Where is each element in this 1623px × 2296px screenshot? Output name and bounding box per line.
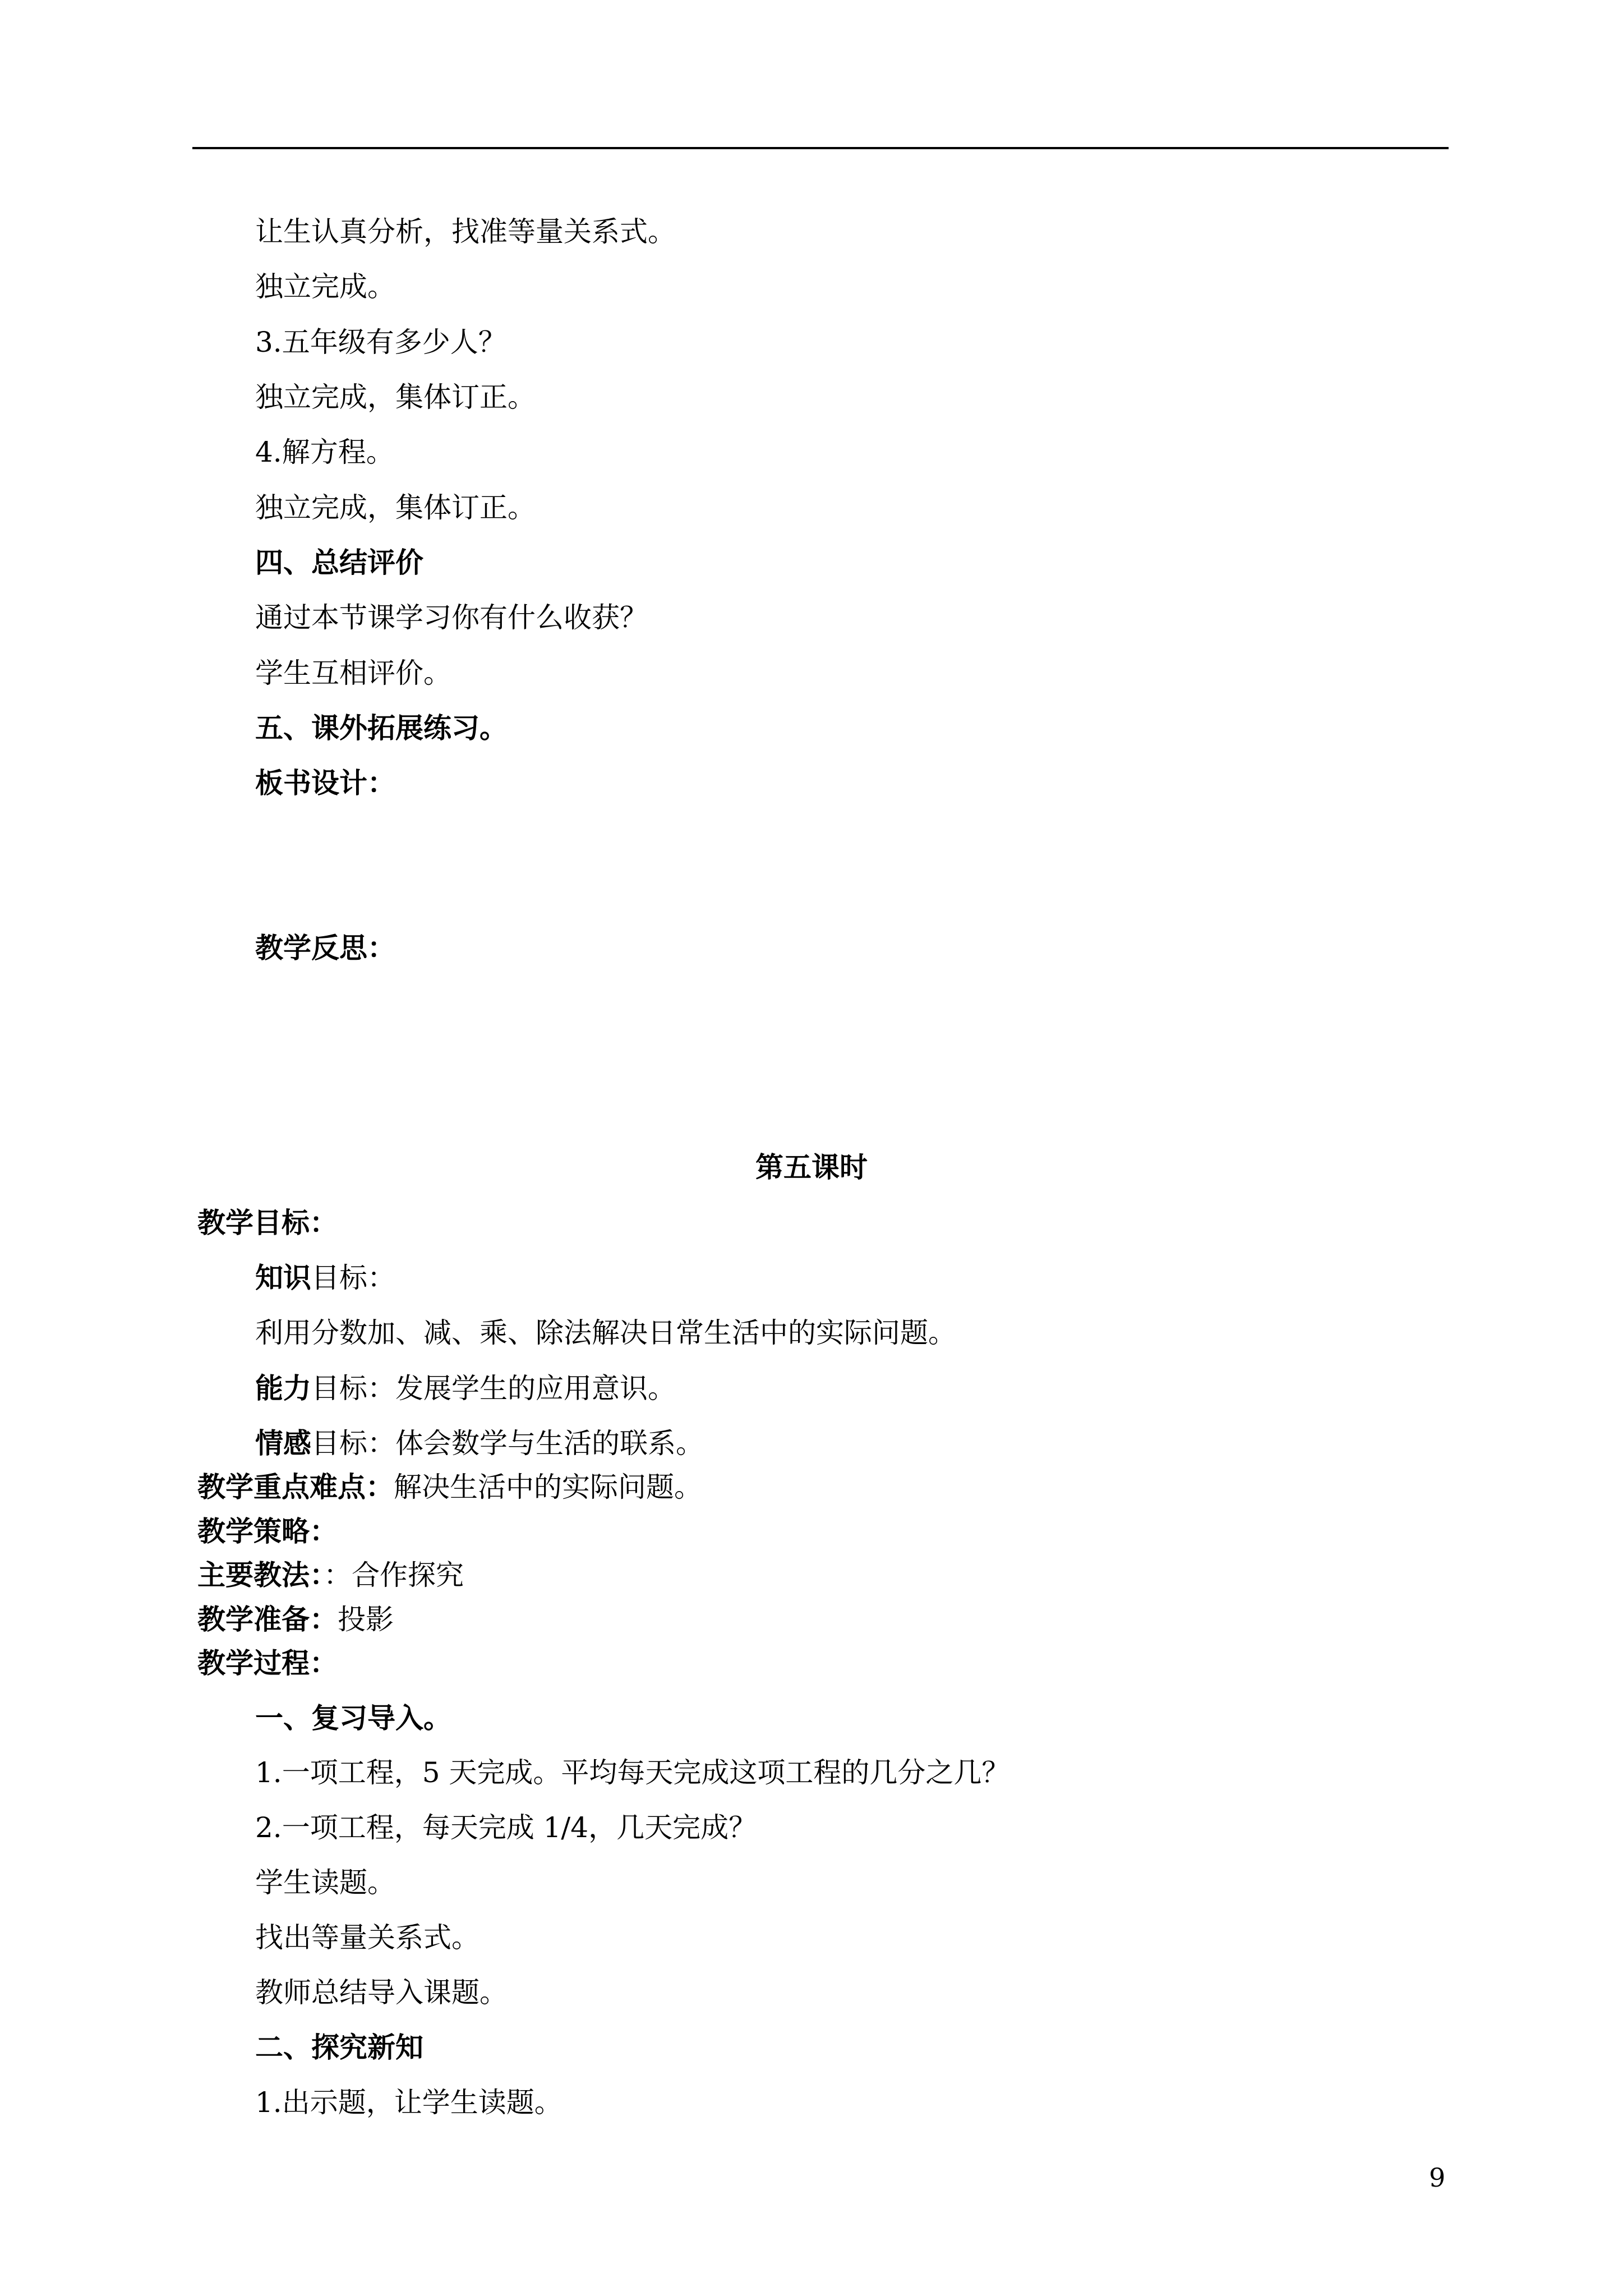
knowledge-objective-text: 利用分数加、减、乘、除法解决日常生活中的实际问题。 <box>255 1317 956 1349</box>
review-question-1: 1.一项工程，5 天完成。平均每天完成这项工程的几分之几？ <box>255 1756 1010 1789</box>
step-2-title: 二、探究新知 <box>255 2031 423 2064</box>
section-5-title: 五、课外拓展练习。 <box>255 711 508 744</box>
process-label: 教学过程： <box>197 1646 338 1680</box>
text-independent: 独立完成。 <box>255 270 395 303</box>
ability-text: 目标：发展学生的应用意识。 <box>311 1372 676 1405</box>
knowledge-objective-heading <box>255 1261 395 1295</box>
text-students-read: 学生读题。 <box>255 1866 395 1899</box>
section-4-title: 四、总结评价 <box>255 546 423 579</box>
text-analyze: 让生认真分析，找准等量关系式。 <box>255 215 676 248</box>
emotion-text: 目标：体会数学与生活的联系。 <box>311 1427 704 1460</box>
text-find-relation: 找出等量关系式。 <box>255 1921 479 1954</box>
page-number: 9 <box>1429 2162 1446 2193</box>
header-rule <box>192 147 1449 149</box>
text-teacher-summary: 教师总结导入课题。 <box>255 1976 508 2009</box>
text-q3-done: 独立完成，集体订正。 <box>255 381 536 413</box>
knowledge-label-rest: 目标： <box>311 1262 395 1294</box>
question-3: 3.五年级有多少人？ <box>255 326 506 358</box>
preparation-label: 教学准备： <box>197 1603 338 1636</box>
method-value: ：合作探究 <box>324 1559 464 1591</box>
preparation-value: 投影 <box>338 1603 394 1636</box>
text-q4-done: 独立完成，集体订正。 <box>255 491 536 524</box>
step-1-title: 一、复习导入。 <box>255 1701 451 1734</box>
ability-objective <box>255 1372 676 1405</box>
teaching-preparation <box>197 1603 394 1636</box>
text-peer-review: 学生互相评价。 <box>255 657 451 689</box>
emotion-label: 情感 <box>255 1427 311 1460</box>
key-points-value: 解决生活中的实际问题。 <box>394 1471 702 1503</box>
teaching-method <box>197 1558 464 1592</box>
key-points-label: 教学重点难点： <box>197 1470 394 1503</box>
emotion-objective <box>255 1427 704 1460</box>
ability-label: 能力 <box>255 1372 311 1405</box>
explore-question-1: 1.出示题，让学生读题。 <box>255 2086 562 2119</box>
question-4: 4.解方程。 <box>255 436 394 468</box>
objectives-label: 教学目标： <box>197 1206 338 1239</box>
text-harvest-question: 通过本节课学习你有什么收获？ <box>255 601 648 634</box>
reflection-label: 教学反思： <box>255 931 395 964</box>
knowledge-label: 知识 <box>255 1261 311 1294</box>
lesson-title: 第五课时 <box>755 1151 868 1184</box>
key-points <box>197 1470 702 1504</box>
board-design-label: 板书设计： <box>255 766 395 799</box>
strategy-label: 教学策略： <box>197 1515 338 1548</box>
review-question-2: 2.一项工程，每天完成 1/4，几天完成？ <box>255 1811 757 1844</box>
method-label: 主要教法： <box>197 1558 324 1591</box>
